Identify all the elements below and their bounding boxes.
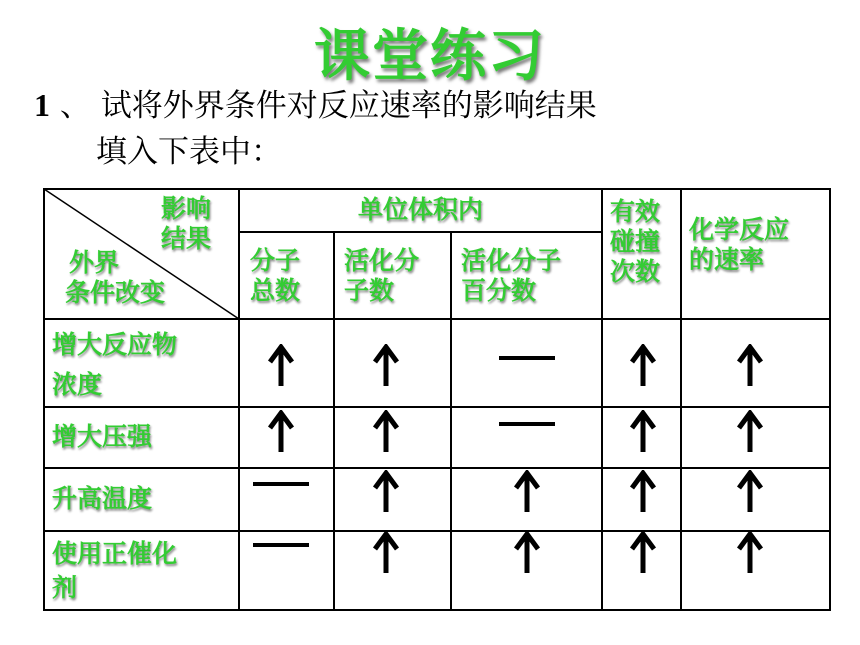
question-separator: 、	[59, 88, 91, 124]
up-arrow-icon	[736, 410, 764, 454]
result-table	[43, 188, 831, 611]
row-label-temperature: 升高温度	[52, 484, 153, 513]
up-arrow-icon	[736, 470, 764, 514]
up-arrow-icon	[736, 531, 764, 575]
corner-label-bottom: 外界 条件改变	[65, 248, 166, 307]
question-text	[34, 82, 597, 175]
row-label-concentration: 增大反应物 浓度	[52, 330, 178, 399]
up-arrow-icon	[372, 344, 400, 388]
no-change-dash-icon	[253, 479, 309, 489]
up-arrow-icon	[372, 410, 400, 454]
header-effective-collisions: 有效 碰撞 次数	[610, 197, 661, 286]
header-per-unit-volume: 单位体积内	[357, 195, 483, 224]
up-arrow-icon	[629, 410, 657, 454]
page-title: 课堂练习	[314, 24, 546, 89]
up-arrow-icon	[629, 531, 657, 575]
question-line-2: 填入下表中：	[96, 134, 282, 170]
up-arrow-icon	[736, 344, 764, 388]
up-arrow-icon	[629, 344, 657, 388]
up-arrow-icon	[513, 531, 541, 575]
up-arrow-icon	[372, 531, 400, 575]
corner-label-top: 影响 结果	[161, 194, 212, 253]
up-arrow-icon	[267, 344, 295, 388]
header-activated-percent: 活化分子 百分数	[461, 246, 562, 305]
header-total-molecules: 分子 总数	[250, 246, 301, 305]
no-change-dash-icon	[499, 419, 555, 429]
row-label-pressure: 增大压强	[52, 422, 153, 451]
up-arrow-icon	[513, 470, 541, 514]
up-arrow-icon	[372, 470, 400, 514]
question-number: 1	[34, 87, 50, 123]
header-activated-molecules: 活化分 子数	[344, 246, 420, 305]
up-arrow-icon	[267, 410, 295, 454]
header-reaction-rate: 化学反应 的速率	[689, 215, 790, 274]
row-label-catalyst: 使用正催化 剂	[52, 539, 178, 602]
no-change-dash-icon	[499, 353, 555, 363]
question-line-1: 试将外界条件对反应速率的影响结果	[100, 88, 597, 124]
up-arrow-icon	[629, 470, 657, 514]
no-change-dash-icon	[253, 540, 309, 550]
